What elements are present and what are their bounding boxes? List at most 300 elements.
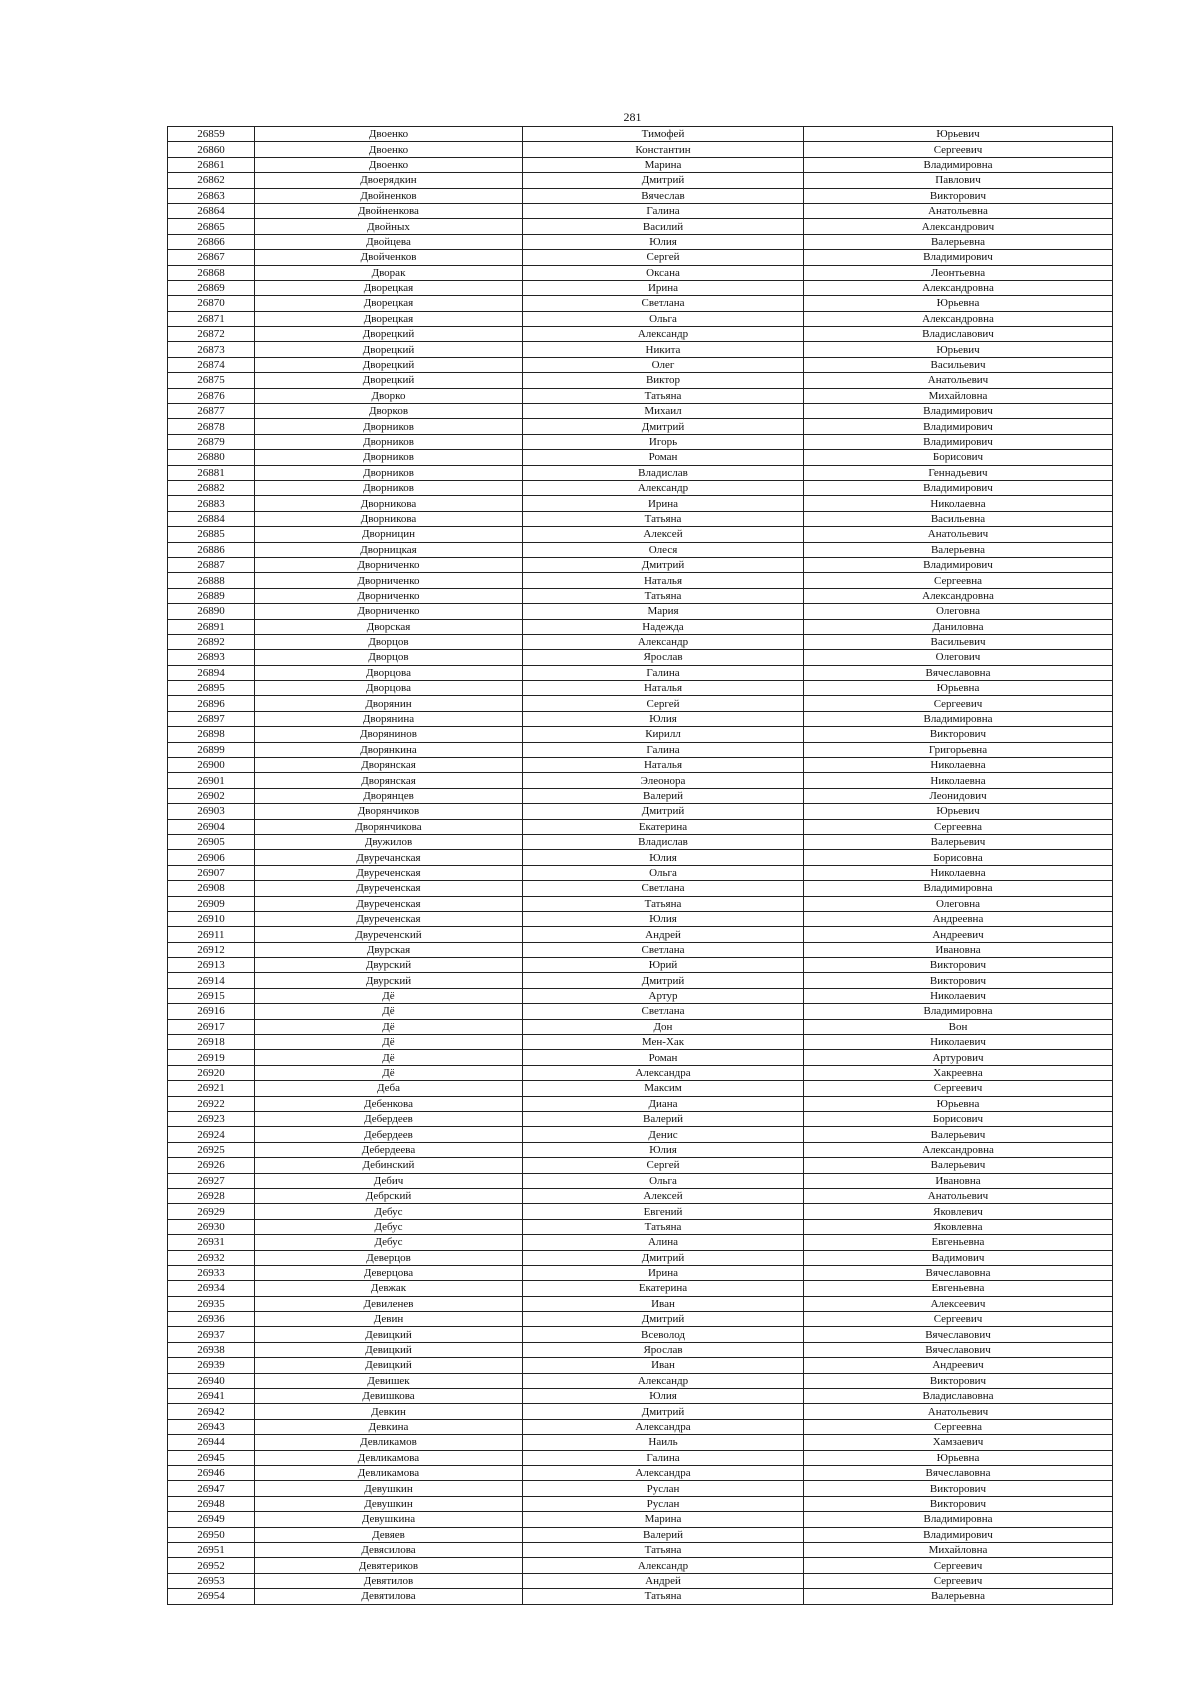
table-row: [168, 1527, 1113, 1542]
last-name-cell: Двойцева: [255, 234, 523, 249]
first-name-cell: Александр: [523, 1558, 804, 1573]
last-name-cell: Девжак: [255, 1281, 523, 1296]
record-number-cell: 26862: [168, 173, 255, 188]
record-number-cell: 26874: [168, 357, 255, 372]
table-row: [168, 450, 1113, 465]
patronymic-cell: Хакреевна: [804, 1065, 1113, 1080]
patronymic-cell: Владимирович: [804, 1527, 1113, 1542]
first-name-cell: Алексей: [523, 527, 804, 542]
last-name-cell: Девушкина: [255, 1512, 523, 1527]
first-name-cell: Марина: [523, 1512, 804, 1527]
patronymic-cell: Борисович: [804, 450, 1113, 465]
patronymic-cell: Владимирович: [804, 419, 1113, 434]
patronymic-cell: Сергеевич: [804, 142, 1113, 157]
first-name-cell: Екатерина: [523, 819, 804, 834]
last-name-cell: Дворянкина: [255, 742, 523, 757]
table-row: [168, 1158, 1113, 1173]
first-name-cell: Татьяна: [523, 511, 804, 526]
patronymic-cell: Даниловна: [804, 619, 1113, 634]
table-row: [168, 1035, 1113, 1050]
last-name-cell: Дворков: [255, 404, 523, 419]
first-name-cell: Алексей: [523, 1188, 804, 1203]
patronymic-cell: Анатольевич: [804, 1404, 1113, 1419]
record-number-cell: 26908: [168, 881, 255, 896]
first-name-cell: Наиль: [523, 1435, 804, 1450]
table-row: [168, 911, 1113, 926]
first-name-cell: Галина: [523, 203, 804, 218]
table-row: [168, 758, 1113, 773]
first-name-cell: Артур: [523, 988, 804, 1003]
patronymic-cell: Николаевна: [804, 865, 1113, 880]
table-row: [168, 834, 1113, 849]
last-name-cell: Дё: [255, 1004, 523, 1019]
table-row: [168, 1558, 1113, 1573]
first-name-cell: Элеонора: [523, 773, 804, 788]
table-row: [168, 511, 1113, 526]
first-name-cell: Ярослав: [523, 1342, 804, 1357]
patronymic-cell: Владиславович: [804, 327, 1113, 342]
patronymic-cell: Владимирович: [804, 480, 1113, 495]
patronymic-cell: Леонтьевна: [804, 265, 1113, 280]
record-number-cell: 26935: [168, 1296, 255, 1311]
first-name-cell: Ольга: [523, 311, 804, 326]
record-number-cell: 26895: [168, 681, 255, 696]
table-row: [168, 557, 1113, 572]
patronymic-cell: Васильевич: [804, 357, 1113, 372]
last-name-cell: Девишкова: [255, 1389, 523, 1404]
patronymic-cell: Александровна: [804, 588, 1113, 603]
last-name-cell: Дворянцев: [255, 788, 523, 803]
last-name-cell: Дебердеева: [255, 1142, 523, 1157]
table-row: [168, 711, 1113, 726]
last-name-cell: Двуречанская: [255, 850, 523, 865]
table-row: [168, 1096, 1113, 1111]
table-row: [168, 650, 1113, 665]
patronymic-cell: Хамзаевич: [804, 1435, 1113, 1450]
patronymic-cell: Александровна: [804, 280, 1113, 295]
table-row: [168, 1235, 1113, 1250]
record-number-cell: 26886: [168, 542, 255, 557]
patronymic-cell: Ивановна: [804, 942, 1113, 957]
record-number-cell: 26910: [168, 911, 255, 926]
last-name-cell: Двуреченская: [255, 911, 523, 926]
table-row: [168, 942, 1113, 957]
table-row: [168, 219, 1113, 234]
first-name-cell: Юрий: [523, 958, 804, 973]
record-number-cell: 26915: [168, 988, 255, 1003]
table-row: [168, 1465, 1113, 1480]
patronymic-cell: Вон: [804, 1019, 1113, 1034]
registry-table-body: [168, 127, 1113, 1605]
patronymic-cell: Викторович: [804, 1481, 1113, 1496]
first-name-cell: Юлия: [523, 711, 804, 726]
first-name-cell: Вячеслав: [523, 188, 804, 203]
record-number-cell: 26927: [168, 1173, 255, 1188]
first-name-cell: Оксана: [523, 265, 804, 280]
table-row: [168, 1450, 1113, 1465]
table-row: [168, 1389, 1113, 1404]
last-name-cell: Двойченков: [255, 250, 523, 265]
patronymic-cell: Валерьевна: [804, 1589, 1113, 1604]
patronymic-cell: Вячеславович: [804, 1342, 1113, 1357]
record-number-cell: 26903: [168, 804, 255, 819]
record-number-cell: 26954: [168, 1589, 255, 1604]
last-name-cell: Дебрский: [255, 1188, 523, 1203]
first-name-cell: Галина: [523, 742, 804, 757]
record-number-cell: 26928: [168, 1188, 255, 1203]
record-number-cell: 26939: [168, 1358, 255, 1373]
last-name-cell: Деба: [255, 1081, 523, 1096]
table-row: [168, 1281, 1113, 1296]
last-name-cell: Двоерядкин: [255, 173, 523, 188]
table-row: [168, 1127, 1113, 1142]
first-name-cell: Марина: [523, 157, 804, 172]
patronymic-cell: Николаевич: [804, 988, 1113, 1003]
last-name-cell: Дё: [255, 1065, 523, 1080]
record-number-cell: 26946: [168, 1465, 255, 1480]
last-name-cell: Дворянчиков: [255, 804, 523, 819]
last-name-cell: Дебердеев: [255, 1127, 523, 1142]
patronymic-cell: Владимирович: [804, 404, 1113, 419]
table-row: [168, 1142, 1113, 1157]
record-number-cell: 26921: [168, 1081, 255, 1096]
table-row: [168, 1250, 1113, 1265]
record-number-cell: 26937: [168, 1327, 255, 1342]
record-number-cell: 26943: [168, 1419, 255, 1434]
table-row: [168, 1327, 1113, 1342]
patronymic-cell: Борисович: [804, 1112, 1113, 1127]
first-name-cell: Светлана: [523, 1004, 804, 1019]
first-name-cell: Никита: [523, 342, 804, 357]
table-row: [168, 573, 1113, 588]
record-number-cell: 26944: [168, 1435, 255, 1450]
last-name-cell: Деверцова: [255, 1265, 523, 1280]
first-name-cell: Руслан: [523, 1481, 804, 1496]
table-row: [168, 1004, 1113, 1019]
record-number-cell: 26924: [168, 1127, 255, 1142]
first-name-cell: Олег: [523, 357, 804, 372]
table-row: [168, 1435, 1113, 1450]
first-name-cell: Светлана: [523, 296, 804, 311]
first-name-cell: Роман: [523, 450, 804, 465]
table-row: [168, 988, 1113, 1003]
table-row: [168, 327, 1113, 342]
first-name-cell: Ирина: [523, 496, 804, 511]
record-number-cell: 26885: [168, 527, 255, 542]
last-name-cell: Дебус: [255, 1219, 523, 1234]
patronymic-cell: Андреевич: [804, 1358, 1113, 1373]
last-name-cell: Девятилов: [255, 1573, 523, 1588]
table-row: [168, 1050, 1113, 1065]
patronymic-cell: Викторович: [804, 1373, 1113, 1388]
first-name-cell: Евгений: [523, 1204, 804, 1219]
patronymic-cell: Сергеевна: [804, 819, 1113, 834]
patronymic-cell: Анатольевич: [804, 1188, 1113, 1203]
table-row: [168, 1219, 1113, 1234]
last-name-cell: Девицкий: [255, 1342, 523, 1357]
last-name-cell: Дебенкова: [255, 1096, 523, 1111]
table-row: [168, 234, 1113, 249]
first-name-cell: Александра: [523, 1065, 804, 1080]
record-number-cell: 26942: [168, 1404, 255, 1419]
record-number-cell: 26913: [168, 958, 255, 973]
patronymic-cell: Владимирович: [804, 434, 1113, 449]
first-name-cell: Сергей: [523, 696, 804, 711]
patronymic-cell: Анатольевна: [804, 203, 1113, 218]
patronymic-cell: Валерьевна: [804, 542, 1113, 557]
record-number-cell: 26864: [168, 203, 255, 218]
table-row: [168, 865, 1113, 880]
last-name-cell: Дворецкий: [255, 373, 523, 388]
record-number-cell: 26876: [168, 388, 255, 403]
record-number-cell: 26936: [168, 1312, 255, 1327]
last-name-cell: Дворникова: [255, 496, 523, 511]
table-row: [168, 588, 1113, 603]
last-name-cell: Дворко: [255, 388, 523, 403]
patronymic-cell: Васильевич: [804, 634, 1113, 649]
table-row: [168, 1404, 1113, 1419]
table-row: [168, 157, 1113, 172]
patronymic-cell: Юрьевна: [804, 1096, 1113, 1111]
table-row: [168, 311, 1113, 326]
record-number-cell: 26893: [168, 650, 255, 665]
record-number-cell: 26900: [168, 758, 255, 773]
record-number-cell: 26883: [168, 496, 255, 511]
first-name-cell: Валерий: [523, 788, 804, 803]
table-row: [168, 850, 1113, 865]
patronymic-cell: Анатольевич: [804, 373, 1113, 388]
last-name-cell: Дворянинов: [255, 727, 523, 742]
last-name-cell: Дворцова: [255, 681, 523, 696]
patronymic-cell: Михайловна: [804, 1542, 1113, 1557]
record-number-cell: 26941: [168, 1389, 255, 1404]
table-row: [168, 804, 1113, 819]
table-row: [168, 1065, 1113, 1080]
first-name-cell: Мария: [523, 604, 804, 619]
table-row: [168, 1265, 1113, 1280]
patronymic-cell: Викторович: [804, 727, 1113, 742]
last-name-cell: Двурская: [255, 942, 523, 957]
first-name-cell: Наталья: [523, 573, 804, 588]
table-row: [168, 188, 1113, 203]
table-row: [168, 1573, 1113, 1588]
first-name-cell: Александра: [523, 1419, 804, 1434]
record-number-cell: 26860: [168, 142, 255, 157]
record-number-cell: 26868: [168, 265, 255, 280]
record-number-cell: 26948: [168, 1496, 255, 1511]
record-number-cell: 26912: [168, 942, 255, 957]
last-name-cell: Дебус: [255, 1235, 523, 1250]
table-row: [168, 388, 1113, 403]
first-name-cell: Дмитрий: [523, 804, 804, 819]
patronymic-cell: Андреевич: [804, 927, 1113, 942]
table-row: [168, 1296, 1113, 1311]
patronymic-cell: Александровна: [804, 311, 1113, 326]
last-name-cell: Дворницкая: [255, 542, 523, 557]
table-row: [168, 1112, 1113, 1127]
first-name-cell: Олеся: [523, 542, 804, 557]
patronymic-cell: Артурович: [804, 1050, 1113, 1065]
table-row: [168, 265, 1113, 280]
last-name-cell: Дворников: [255, 480, 523, 495]
first-name-cell: Дмитрий: [523, 419, 804, 434]
patronymic-cell: Юрьевна: [804, 1450, 1113, 1465]
last-name-cell: Двуреченская: [255, 881, 523, 896]
record-number-cell: 26866: [168, 234, 255, 249]
patronymic-cell: Юрьевич: [804, 342, 1113, 357]
first-name-cell: Дмитрий: [523, 1250, 804, 1265]
record-number-cell: 26859: [168, 127, 255, 142]
record-number-cell: 26899: [168, 742, 255, 757]
table-row: [168, 496, 1113, 511]
first-name-cell: Андрей: [523, 927, 804, 942]
first-name-cell: Наталья: [523, 681, 804, 696]
patronymic-cell: Анатольевич: [804, 527, 1113, 542]
last-name-cell: Дворецкий: [255, 327, 523, 342]
record-number-cell: 26879: [168, 434, 255, 449]
patronymic-cell: Николаевна: [804, 758, 1113, 773]
table-row: [168, 1512, 1113, 1527]
first-name-cell: Виктор: [523, 373, 804, 388]
record-number-cell: 26898: [168, 727, 255, 742]
first-name-cell: Татьяна: [523, 1542, 804, 1557]
record-number-cell: 26865: [168, 219, 255, 234]
table-row: [168, 1373, 1113, 1388]
last-name-cell: Дебинский: [255, 1158, 523, 1173]
last-name-cell: Двойненкова: [255, 203, 523, 218]
patronymic-cell: Вячеславовна: [804, 1265, 1113, 1280]
record-number-cell: 26873: [168, 342, 255, 357]
record-number-cell: 26896: [168, 696, 255, 711]
record-number-cell: 26934: [168, 1281, 255, 1296]
first-name-cell: Александр: [523, 480, 804, 495]
first-name-cell: Иван: [523, 1296, 804, 1311]
last-name-cell: Дворниченко: [255, 604, 523, 619]
patronymic-cell: Викторович: [804, 1496, 1113, 1511]
first-name-cell: Роман: [523, 1050, 804, 1065]
last-name-cell: Дворецкая: [255, 311, 523, 326]
patronymic-cell: Сергеевич: [804, 696, 1113, 711]
record-number-cell: 26922: [168, 1096, 255, 1111]
patronymic-cell: Евгеньевна: [804, 1281, 1113, 1296]
patronymic-cell: Валерьевич: [804, 1158, 1113, 1173]
table-row: [168, 434, 1113, 449]
first-name-cell: Дмитрий: [523, 1404, 804, 1419]
first-name-cell: Руслан: [523, 1496, 804, 1511]
first-name-cell: Дмитрий: [523, 173, 804, 188]
record-number-cell: 26887: [168, 557, 255, 572]
page-number: 281: [623, 110, 642, 124]
last-name-cell: Дворников: [255, 465, 523, 480]
patronymic-cell: Владимирович: [804, 250, 1113, 265]
patronymic-cell: Геннадьевич: [804, 465, 1113, 480]
first-name-cell: Валерий: [523, 1112, 804, 1127]
patronymic-cell: Николаевна: [804, 773, 1113, 788]
patronymic-cell: Сергеевич: [804, 1312, 1113, 1327]
table-row: [168, 527, 1113, 542]
record-number-cell: 26938: [168, 1342, 255, 1357]
first-name-cell: Всеволод: [523, 1327, 804, 1342]
first-name-cell: Ирина: [523, 1265, 804, 1280]
patronymic-cell: Сергеевна: [804, 573, 1113, 588]
record-number-cell: 26904: [168, 819, 255, 834]
first-name-cell: Алина: [523, 1235, 804, 1250]
last-name-cell: Дворников: [255, 450, 523, 465]
first-name-cell: Михаил: [523, 404, 804, 419]
last-name-cell: Дворцов: [255, 650, 523, 665]
patronymic-cell: Сергеевич: [804, 1081, 1113, 1096]
first-name-cell: Александра: [523, 1465, 804, 1480]
table-row: [168, 773, 1113, 788]
last-name-cell: Девицкий: [255, 1358, 523, 1373]
patronymic-cell: Сергеевич: [804, 1558, 1113, 1573]
last-name-cell: Дворецкий: [255, 342, 523, 357]
record-number-cell: 26875: [168, 373, 255, 388]
last-name-cell: Дебус: [255, 1204, 523, 1219]
table-row: [168, 973, 1113, 988]
last-name-cell: Дворниченко: [255, 573, 523, 588]
table-row: [168, 1542, 1113, 1557]
record-number-cell: 26907: [168, 865, 255, 880]
last-name-cell: Дворянин: [255, 696, 523, 711]
record-number-cell: 26947: [168, 1481, 255, 1496]
first-name-cell: Максим: [523, 1081, 804, 1096]
first-name-cell: Татьяна: [523, 388, 804, 403]
patronymic-cell: Валерьевна: [804, 234, 1113, 249]
first-name-cell: Владислав: [523, 465, 804, 480]
first-name-cell: Галина: [523, 1450, 804, 1465]
first-name-cell: Кирилл: [523, 727, 804, 742]
table-row: [168, 727, 1113, 742]
table-row: [168, 465, 1113, 480]
first-name-cell: Александр: [523, 634, 804, 649]
record-number-cell: 26897: [168, 711, 255, 726]
record-number-cell: 26914: [168, 973, 255, 988]
table-row: [168, 1358, 1113, 1373]
patronymic-cell: Александровна: [804, 1142, 1113, 1157]
first-name-cell: Юлия: [523, 1142, 804, 1157]
table-row: [168, 927, 1113, 942]
first-name-cell: Денис: [523, 1127, 804, 1142]
last-name-cell: Девишек: [255, 1373, 523, 1388]
last-name-cell: Дё: [255, 1019, 523, 1034]
patronymic-cell: Валерьевич: [804, 1127, 1113, 1142]
last-name-cell: Дворянчикова: [255, 819, 523, 834]
table-row: [168, 203, 1113, 218]
record-number-cell: 26932: [168, 1250, 255, 1265]
record-number-cell: 26923: [168, 1112, 255, 1127]
last-name-cell: Двоенко: [255, 157, 523, 172]
record-number-cell: 26916: [168, 1004, 255, 1019]
last-name-cell: Девятериков: [255, 1558, 523, 1573]
last-name-cell: Двуреченская: [255, 896, 523, 911]
record-number-cell: 26931: [168, 1235, 255, 1250]
patronymic-cell: Михайловна: [804, 388, 1113, 403]
record-number-cell: 26880: [168, 450, 255, 465]
last-name-cell: Двоенко: [255, 142, 523, 157]
table-row: [168, 142, 1113, 157]
record-number-cell: 26925: [168, 1142, 255, 1157]
patronymic-cell: Викторович: [804, 973, 1113, 988]
first-name-cell: Юлия: [523, 850, 804, 865]
first-name-cell: Андрей: [523, 1573, 804, 1588]
record-number-cell: 26929: [168, 1204, 255, 1219]
first-name-cell: Мен-Хак: [523, 1035, 804, 1050]
record-number-cell: 26882: [168, 480, 255, 495]
first-name-cell: Валерий: [523, 1527, 804, 1542]
record-number-cell: 26892: [168, 634, 255, 649]
table-row: [168, 958, 1113, 973]
